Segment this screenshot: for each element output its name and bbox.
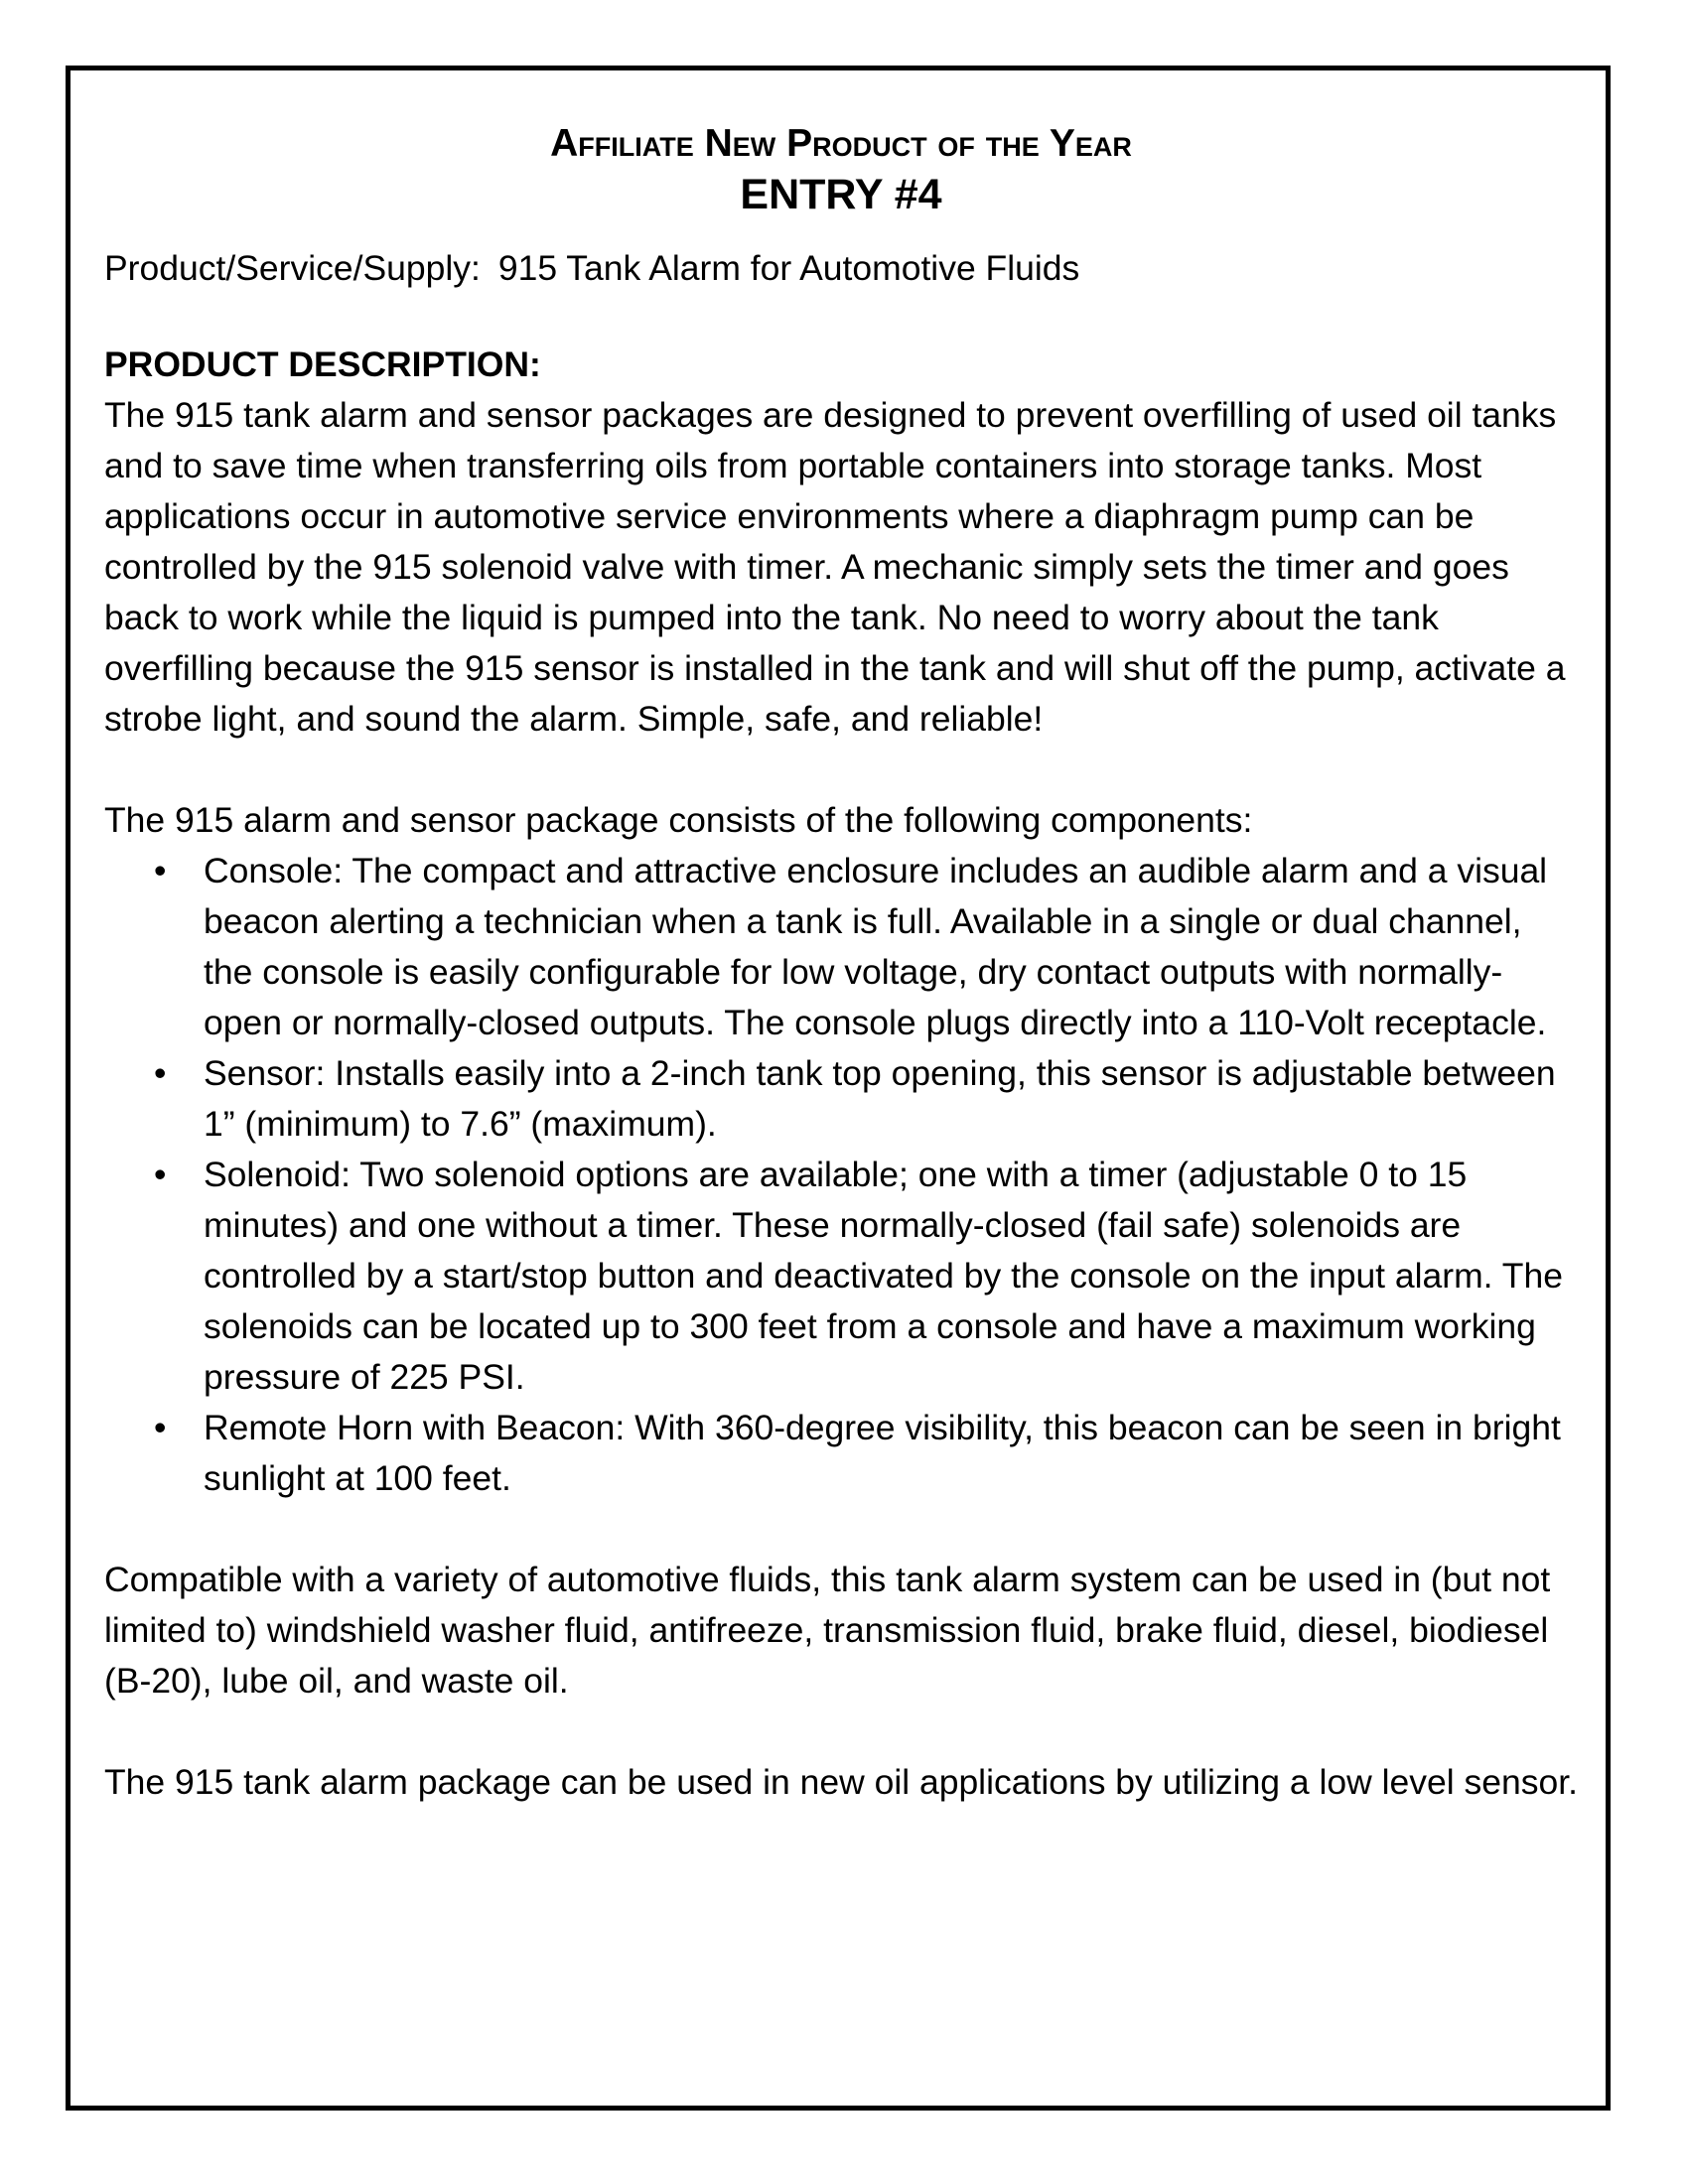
component-text: Solenoid: Two solenoid options are available; one with a timer (adjustable 0 to 15 minutes) and one without a timer. These normally-closed (fail safe) solenoids are controlled by a start/stop button and deactivated by the console on the input alarm. The solenoids can be located up to 300 feet from a console and have a maximum working pressure of 225 PSI. xyxy=(204,1155,1563,1397)
component-item-remote-horn xyxy=(104,1403,1578,1504)
component-text: Sensor: Installs easily into a 2-inch tank top opening, this sensor is adjustable between 1” (minimum) to 7.6” (maximum). xyxy=(204,1053,1556,1144)
description-heading: PRODUCT DESCRIPTION: xyxy=(104,344,541,384)
bullet-marker: • xyxy=(154,1155,167,1194)
bullet-marker: • xyxy=(154,1408,167,1447)
component-item-sensor xyxy=(104,1048,1578,1150)
product-line-value: 915 Tank Alarm for Automotive Fluids xyxy=(497,248,1080,288)
bullet-marker: • xyxy=(154,851,167,890)
component-text: Console: The compact and attractive enclosure includes an audible alarm and a visual beacon alerting a technician when a tank is full. Available in a single or dual channel, the console is easily configurable for low voltage, dry contact outputs with normally-open or normally-closed outputs. The console plugs directly into a 110-Volt receptacle. xyxy=(204,851,1548,1042)
bullet-marker: • xyxy=(154,1053,167,1093)
document-content xyxy=(104,120,1578,1808)
new-oil-paragraph: The 915 tank alarm package can be used in new oil applications by utilizing a low level sensor. xyxy=(104,1762,1578,1802)
components-list xyxy=(104,846,1578,1504)
component-item-console xyxy=(104,846,1578,1048)
compatibility-paragraph: Compatible with a variety of automotive fluids, this tank alarm system can be used in (but not limited to) windshield washer fluid, antifreeze, transmission fluid, brake fluid, diesel, biodiesel (B-20), lube oil, and waste oil. xyxy=(104,1560,1551,1701)
document-title: Affiliate New Product of the Year xyxy=(550,122,1132,165)
entry-number: ENTRY #4 xyxy=(740,171,942,218)
description-body: The 915 tank alarm and sensor packages are designed to prevent overfilling of used oil tanks and to save time when transferring oils from portable containers into storage tanks. Most applications occur in automotive service environments where a diaphragm pump can be controlled by the 915 solenoid valve with timer. A mechanic simply sets the timer and goes back to work while the liquid is pumped into the tank. No need to worry about the tank overfilling because the 915 sensor is installed in the tank and will shut off the pump, activate a strobe light, and sound the alarm. Simple, safe, and reliable! xyxy=(104,395,1566,739)
component-item-solenoid xyxy=(104,1150,1578,1403)
product-line xyxy=(104,243,1578,294)
component-text: Remote Horn with Beacon: With 360-degree visibility, this beacon can be seen in bright sunlight at 100 feet. xyxy=(204,1408,1561,1498)
components-intro: The 915 alarm and sensor package consists of the following components: xyxy=(104,800,1253,840)
page-border xyxy=(66,66,1611,2111)
product-line-label: Product/Service/Supply: xyxy=(104,248,481,288)
